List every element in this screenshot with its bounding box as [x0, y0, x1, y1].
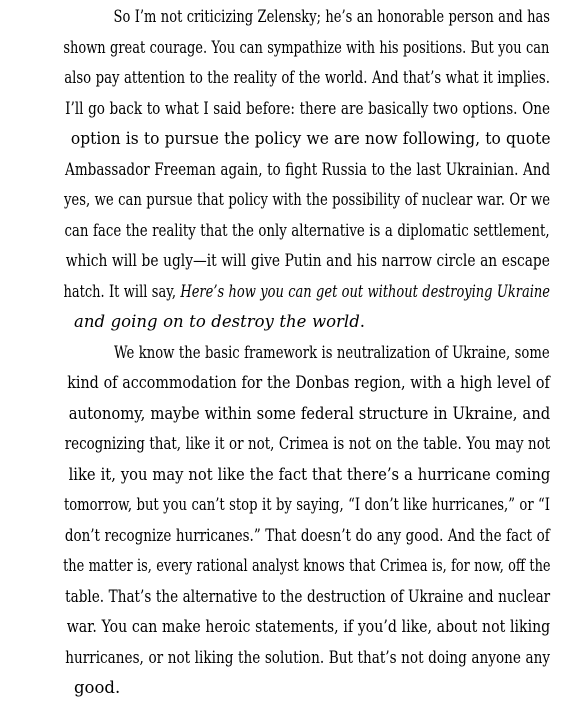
- text-run: war. You can make heroic statements, if you’d like, about not liking: [66, 617, 551, 636]
- text-run: .: [359, 312, 366, 331]
- text-run: So I’m not criticizing Zelensky; he’s an honorable person and has: [113, 7, 550, 26]
- text-run: good.: [74, 678, 121, 697]
- text-line: [24, 124, 550, 155]
- text-run: kind of accommodation for the Donbas region, with a high level of: [67, 373, 550, 392]
- text-line: [24, 63, 550, 94]
- text-run: like it, you may not like the fact that there’s a hurricane coming: [68, 464, 551, 484]
- text-run: I’ll go back to what I said before: there are basically two options. One: [65, 98, 550, 118]
- text-run: Ambassador Freeman again, to fight Russia to the last Ukrainian. And: [65, 159, 551, 179]
- text-line: [24, 307, 540, 338]
- text-line: [24, 277, 550, 308]
- italic-text-run: and going on to destroy the world: [74, 312, 360, 331]
- text-line: [24, 643, 550, 674]
- text-line: [24, 582, 550, 613]
- text-line: [24, 33, 550, 64]
- paragraph-1: [24, 2, 551, 338]
- text-run: tomorrow, but you can’t stop it by saying, “I don’t like hurricanes,” or “I: [63, 495, 551, 514]
- text-run: the matter is, every rational analyst knows that Crimea is, for now, off the: [63, 556, 551, 575]
- paragraph-2: [24, 338, 551, 704]
- italic-text-run: Here’s how you can get out without destroying Ukraine: [180, 281, 550, 301]
- text-run: hurricanes, or not liking the solution. But that’s not doing anyone any: [65, 647, 551, 667]
- text-run: also pay attention to the reality of the world. And that’s what it implies.: [64, 68, 550, 87]
- text-run: recognizing that, like it or not, Crimea is not on the table. You may not: [64, 434, 551, 453]
- text-line: [24, 368, 550, 399]
- text-run: autonomy, maybe within some federal structure in Ukraine, and: [68, 403, 551, 423]
- text-run: shown great courage. You can sympathize with his positions. But you can: [63, 37, 550, 57]
- text-line: [24, 94, 550, 125]
- text-line: [24, 185, 550, 216]
- text-line: [24, 612, 550, 643]
- text-run: We know the basic framework is neutralization of Ukraine, some: [114, 342, 550, 362]
- text-run: yes, we can pursue that policy with the possibility of nuclear war. Or we: [63, 190, 551, 209]
- text-line: [24, 551, 550, 582]
- text-run: don’t recognize hurricanes.” That doesn’t do any good. And the fact of: [64, 525, 550, 545]
- text-line: [74, 2, 550, 33]
- text-line: [24, 521, 550, 552]
- text-run: option is to pursue the policy we are now following, to quote: [70, 129, 551, 148]
- text-run: which will be ugly—it will give Putin and his narrow circle an escape: [65, 251, 550, 270]
- text-run: hatch. It will say,: [63, 281, 181, 301]
- text-run: can face the reality that the only alternative is a diplomatic settlement,: [64, 220, 550, 240]
- text-line: [24, 216, 550, 247]
- text-line: [24, 246, 550, 277]
- text-line: [74, 338, 550, 369]
- text-line: [24, 673, 540, 704]
- text-line: [24, 399, 550, 430]
- text-line: [24, 490, 550, 521]
- text-run: table. That’s the alternative to the destruction of Ukraine and nuclear: [65, 586, 551, 606]
- text-line: [24, 155, 550, 186]
- text-line: [24, 460, 550, 491]
- text-line: [24, 429, 550, 460]
